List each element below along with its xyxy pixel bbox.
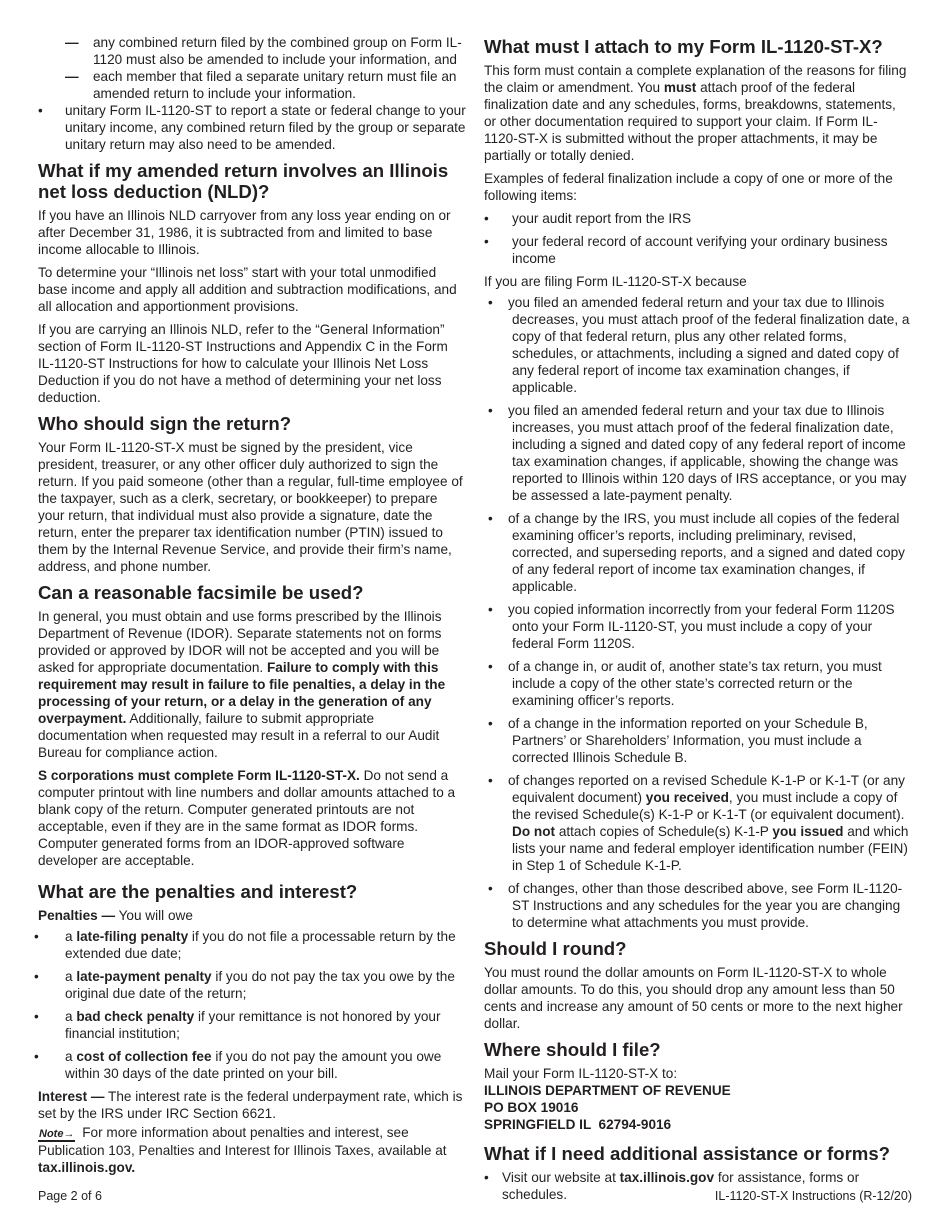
note-paragraph: Note→ For more information about penalties and interest, see Publication 103, Penalties and Interest for Illinois Taxes, available at tax.illinois.gov. <box>38 1125 447 1175</box>
attach-paragraph: If you are filing Form IL-1120-ST-X because <box>484 274 747 289</box>
penalty-item: • a late-payment penalty if you do not pay the tax you owe by the original due date of the return; <box>34 969 455 1001</box>
bullet-marker: • <box>38 103 43 118</box>
form-id: IL-1120-ST-X Instructions (R-12/20) <box>714 1189 912 1203</box>
interest-paragraph: Interest — The interest rate is the federal underpayment rate, which is set by the IRS under IRC Section 6621. <box>38 1089 463 1121</box>
attach-heading: What must I attach to my Form IL-1120-ST-X? <box>484 36 883 57</box>
facsimile-heading: Can a reasonable facsimile be used? <box>38 582 364 603</box>
penalties-intro: Penalties — You will owe <box>38 908 193 923</box>
filing-reason-item: • of changes reported on a revised Schedule K-1-P or K-1-T (or any equivalent document) you received, you must include a copy of the revised Schedule(s) K-1-P or K-1-T (or equivalent document). Do not attach copies of Schedule(s) K-1-P you issued and which lists your name and federal employer identification number (FEIN) in Step 1 of Schedule K-1-P. <box>488 773 909 873</box>
mailing-address-line: PO BOX 19016 <box>484 1100 579 1115</box>
dash-item: — any combined return filed by the combined group on Form IL-1120 must also be amended to include your information, and <box>65 35 462 67</box>
attach-paragraph: This form must contain a complete explanation of the reasons for filing the claim or amendment. You must attach proof of the federal finalization date and any schedules, forms, breakdowns, statements, or other documentation required to support your claim. If Form IL-1120-ST-X is submitted without the proper attachments, it may be partially or totally denied. <box>484 63 907 163</box>
filing-reason-item: • of a change in, or audit of, another state’s tax return, you must include a copy of the other state’s corrected return or the examining officer’s reports. <box>488 659 882 708</box>
penalty-item: • a bad check penalty if your remittance is not honored by your financial institution; <box>34 1009 441 1041</box>
assist-item: • Visit our website at tax.illinois.gov for assistance, forms or schedules. <box>484 1170 860 1202</box>
penalties-heading: What are the penalties and interest? <box>38 881 358 902</box>
filing-reason-item: • of a change by the IRS, you must include all copies of the federal examining officer’s reports, including preliminary, revised, corrected, and superseding reports, and a signed and dated copy of any federal report of income tax examination changes, if applicable. <box>488 511 905 594</box>
nld-paragraph: If you are carrying an Illinois NLD, refer to the “General Information” section of Form IL-1120-ST Instructions and Appendix C in the Form IL-1120-ST Instructions for how to calculate your Illinois Net Loss Deduction if you do not have a method of determining your net loss deduction. <box>38 322 448 405</box>
file-intro: Mail your Form IL-1120-ST-X to: <box>484 1066 678 1081</box>
left-column <box>34 34 466 1182</box>
filing-reason-item: • of a change in the information reported on your Schedule B, Partners’ or Shareholders’ Information, you must include a corrected Illinois Schedule B. <box>488 716 868 765</box>
filing-reason-item: • you filed an amended federal return and your tax due to Illinois increases, you must attach proof of the federal finalization date, including a signed and dated copy of any federal report of income tax examination changes, if applicable, showing the change was reported to Illinois within 120 days of IRS acceptance, or you may be assessed a late-payment penalty. <box>488 403 907 503</box>
penalty-item: • a late-filing penalty if you do not file a processable return by the extended due date; <box>34 929 456 961</box>
example-item: • your audit report from the IRS <box>484 211 692 226</box>
assist-heading: What if I need additional assistance or forms? <box>484 1143 891 1164</box>
nld-heading: What if my amended return involves an Illinois net loss deduction (NLD)? <box>38 160 449 202</box>
attach-paragraph: Examples of federal finalization include a copy of one or more of the following items: <box>484 171 893 203</box>
dash-marker: — <box>65 69 79 84</box>
example-item: • your federal record of account verifying your ordinary business income <box>484 234 888 266</box>
bullet-item: • unitary Form IL-1120-ST to report a state or federal change to your unitary income, any combined return filed by the group or separate unitary return may also need to be amended. <box>38 103 466 152</box>
mailing-address-line: SPRINGFIELD IL 62794-9016 <box>484 1117 672 1132</box>
penalty-item: • a cost of collection fee if you do not pay the amount you owe within 30 days of the date printed on your bill. <box>34 1049 442 1081</box>
filing-reason-item: • you filed an amended federal return and your tax due to Illinois decreases, you must attach proof of the federal finalization date, a copy of that federal return, plus any other related forms, schedules, or attachments, including a signed and dated copy of any federal report of income tax examination changes, if applicable. <box>488 295 910 395</box>
website-link[interactable]: tax.illinois.gov <box>619 1170 715 1185</box>
round-paragraph: You must round the dollar amounts on Form IL-1120-ST-X to whole dollar amounts. To do this, you should drop any amount less than 50 cents and increase any amount of 50 cents or more to the next higher dollar. <box>484 965 903 1031</box>
facsimile-paragraph: In general, you must obtain and use forms prescribed by the Illinois Department of Revenue (IDOR). Separate statements not on forms provided or approved by IDOR will not be accepted and you will be asked for appropriate documentation. Failure to comply with this requirement may result in failure to file penalties, a delay in the processing of your return, or a delay in the generation of any overpayment. Additionally, failure to submit appropriate documentation when requested may result in a referral to our Audit Bureau for compliance action. <box>38 609 446 760</box>
filing-reason-item: • you copied information incorrectly from your federal Form 1120S onto your Form IL-1120-ST, you must include a copy of your federal Form 1120S. <box>488 602 895 651</box>
filing-reason-item: • of changes, other than those described above, see Form IL-1120-ST Instructions and any schedules for the year you are changing to determine what attachments you must provide. <box>488 881 903 930</box>
right-column <box>484 34 910 1209</box>
sign-paragraph: Your Form IL-1120-ST-X must be signed by the president, vice president, treasurer, or any other officer duly authorized to sign the return. If you paid someone (other than a regular, full-time employee of the taxpayer, such as a clerk, secretary, or bookkeeper) to prepare your return, that individual must also provide a signature, date the return, enter the preparer tax identification number (PTIN) issued to them by the Internal Revenue Service, and provide their firm’s name, address, and phone number. <box>38 440 463 574</box>
file-heading: Where should I file? <box>484 1039 661 1060</box>
mailing-address-line: ILLINOIS DEPARTMENT OF REVENUE <box>484 1083 731 1098</box>
nld-paragraph: If you have an Illinois NLD carryover from any loss year ending on or after December 31, 1986, it is subtracted from and limited to base income allocable to Illinois. <box>38 208 451 257</box>
dash-item: — each member that filed a separate unitary return must file an amended return to include your information. <box>65 69 457 101</box>
dash-marker: — <box>65 35 79 50</box>
note-arrow-icon: Note→ <box>39 1128 75 1140</box>
s-corp-paragraph: S corporations must complete Form IL-1120-ST-X. Do not send a computer printout with line numbers and dollar amounts attached to a blank copy of the return. Computer generated printouts are not acceptable, even if they are in the same format as IDOR forms. Computer generated forms from an IDOR-approved software developer are acceptable. <box>38 768 456 868</box>
nld-paragraph: To determine your “Illinois net loss” start with your total unmodified base income and apply all addition and subtraction modifications, and all allocation and apportionment provisions. <box>38 265 457 314</box>
page-number: Page 2 of 6 <box>38 1189 102 1203</box>
sign-heading: Who should sign the return? <box>38 413 292 434</box>
round-heading: Should I round? <box>484 938 627 959</box>
